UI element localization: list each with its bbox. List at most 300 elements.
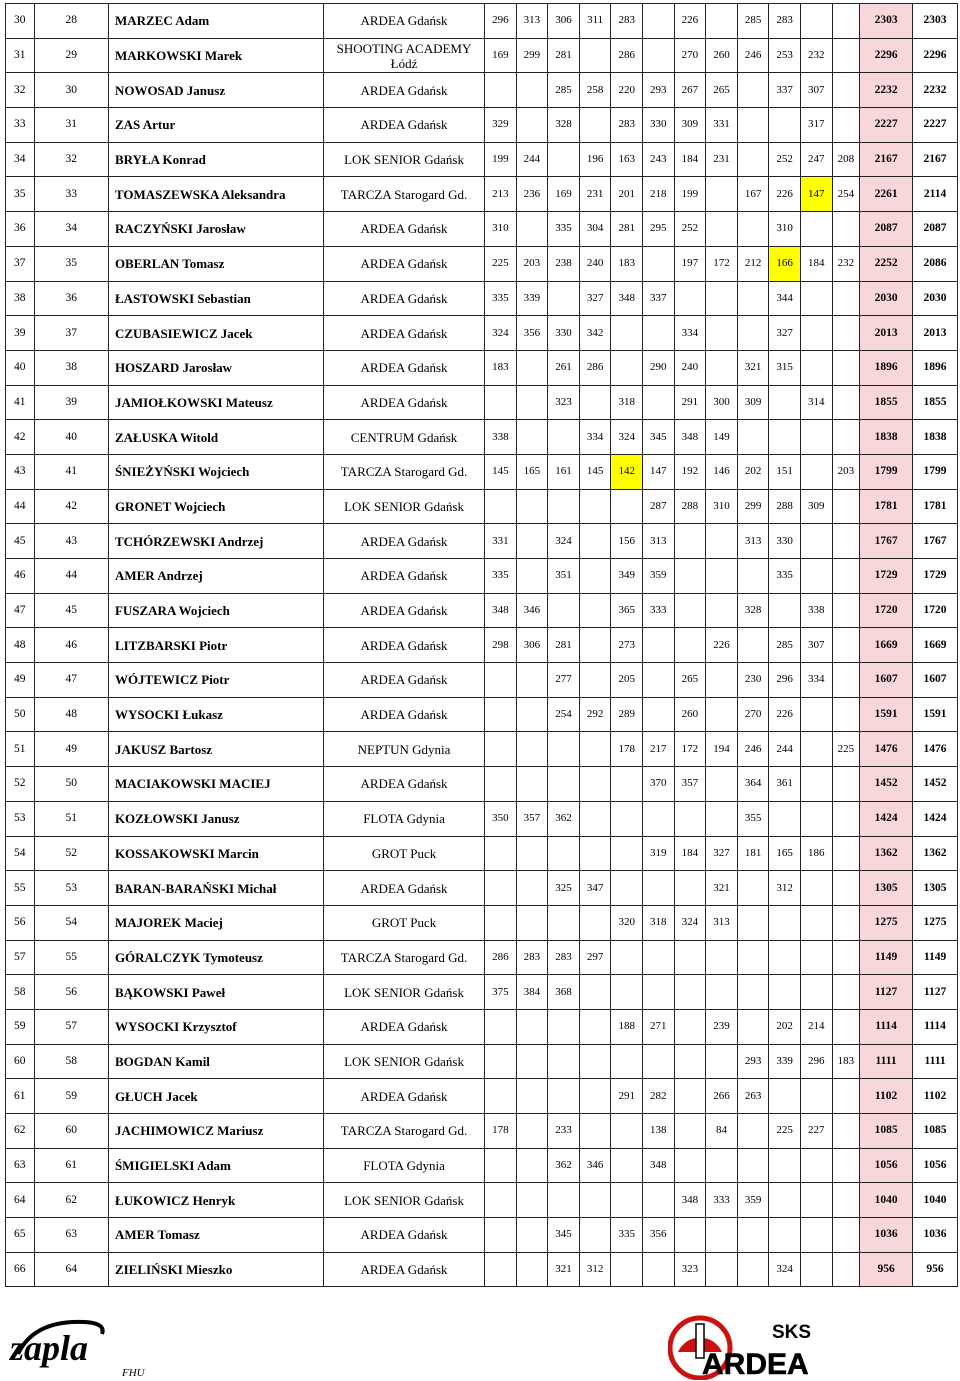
score-cell [485,732,517,767]
score-cell: 350 [485,801,517,836]
final-cell: 1424 [913,801,958,836]
score-cell [548,1009,580,1044]
table-row [6,350,958,385]
score-cell [643,1252,675,1287]
score-cell [485,697,517,732]
score-cell: 253 [769,38,801,73]
number-cell: 60 [34,1114,108,1149]
club-name: ARDEA Gdańsk [324,385,485,420]
table-row [6,836,958,871]
score-cell: 285 [737,4,769,39]
score-cell: 357 [516,801,548,836]
club-name: SHOOTING ACADEMY Łódź [324,38,485,73]
score-cell [737,905,769,940]
score-cell: 145 [579,454,611,489]
score-cell: 84 [706,1114,738,1149]
score-cell: 286 [485,940,517,975]
club-name: NEPTUN Gdynia [324,732,485,767]
score-cell: 244 [769,732,801,767]
score-cell: 184 [674,836,706,871]
score-cell [706,316,738,351]
score-cell [737,212,769,247]
total-cell: 1149 [860,940,913,975]
score-cell [800,975,832,1010]
table-row [6,697,958,732]
score-cell [706,697,738,732]
score-cell [579,1114,611,1149]
score-cell: 312 [769,871,801,906]
table-row [6,559,958,594]
score-cell [737,1218,769,1253]
score-cell [737,108,769,143]
score-cell: 348 [674,420,706,455]
score-cell: 359 [737,1183,769,1218]
table-row [6,524,958,559]
competitor-name: WYSOCKI Krzysztof [108,1009,323,1044]
score-cell [548,281,580,316]
score-cell [832,697,860,732]
score-cell: 292 [579,697,611,732]
score-cell [832,1009,860,1044]
score-cell: 307 [800,73,832,108]
score-cell [832,663,860,698]
place-cell: 56 [6,905,35,940]
club-name: ARDEA Gdańsk [324,350,485,385]
score-cell [832,420,860,455]
score-cell: 286 [611,38,643,73]
club-name: FLOTA Gdynia [324,1148,485,1183]
final-cell: 1607 [913,663,958,698]
score-cell [579,732,611,767]
total-cell: 1607 [860,663,913,698]
score-cell [769,1218,801,1253]
score-cell: 307 [800,628,832,663]
club-name: LOK SENIOR Gdańsk [324,489,485,524]
score-cell: 231 [579,177,611,212]
score-cell [706,281,738,316]
score-cell: 192 [674,454,706,489]
score-cell [800,732,832,767]
final-cell: 2086 [913,246,958,281]
score-cell [832,1252,860,1287]
number-cell: 64 [34,1252,108,1287]
number-cell: 53 [34,871,108,906]
score-cell: 281 [548,628,580,663]
score-cell [706,177,738,212]
score-cell: 273 [611,628,643,663]
score-cell: 329 [485,108,517,143]
score-cell: 328 [737,593,769,628]
score-cell [800,1148,832,1183]
table-row [6,905,958,940]
score-cell: 333 [643,593,675,628]
score-cell: 331 [706,108,738,143]
zapla-logo-text: zapla [10,1328,89,1368]
score-cell: 151 [769,454,801,489]
score-cell [769,1148,801,1183]
score-cell [579,108,611,143]
score-cell [643,1044,675,1079]
score-cell [611,940,643,975]
score-cell [611,489,643,524]
score-cell [737,1148,769,1183]
score-cell [548,1044,580,1079]
score-cell [737,1009,769,1044]
score-cell [706,1044,738,1079]
score-cell [516,350,548,385]
score-cell: 208 [832,142,860,177]
score-cell: 345 [643,420,675,455]
score-cell [737,940,769,975]
score-cell: 310 [769,212,801,247]
competitor-name: WYSOCKI Łukasz [108,697,323,732]
score-cell [832,940,860,975]
score-cell: 314 [800,385,832,420]
total-cell: 1111 [860,1044,913,1079]
score-cell [769,940,801,975]
place-cell: 43 [6,454,35,489]
score-cell: 323 [674,1252,706,1287]
score-cell: 285 [548,73,580,108]
score-cell: 240 [579,246,611,281]
score-cell: 184 [800,246,832,281]
score-cell [643,4,675,39]
total-cell: 1036 [860,1218,913,1253]
score-cell: 310 [485,212,517,247]
score-cell: 299 [737,489,769,524]
total-cell: 2167 [860,142,913,177]
score-cell [737,1114,769,1149]
score-cell: 297 [579,940,611,975]
score-cell [832,559,860,594]
score-cell: 169 [548,177,580,212]
total-cell: 1767 [860,524,913,559]
total-cell: 1729 [860,559,913,594]
competitor-name: GŁUCH Jacek [108,1079,323,1114]
competitor-name: MAJOREK Maciej [108,905,323,940]
score-cell [516,767,548,802]
score-cell: 337 [643,281,675,316]
club-name: TARCZA Starogard Gd. [324,177,485,212]
score-cell: 286 [579,350,611,385]
score-cell: 359 [643,559,675,594]
final-cell: 1040 [913,1183,958,1218]
score-cell [611,1183,643,1218]
score-cell [737,628,769,663]
score-cell: 345 [548,1218,580,1253]
score-cell [769,1183,801,1218]
total-cell: 1424 [860,801,913,836]
score-cell [516,489,548,524]
total-cell: 1896 [860,350,913,385]
score-cell [643,1183,675,1218]
score-cell: 226 [706,628,738,663]
table-row [6,420,958,455]
score-cell: 205 [611,663,643,698]
score-cell: 260 [706,38,738,73]
final-cell: 1452 [913,767,958,802]
competitor-name: MACIAKOWSKI MACIEJ [108,767,323,802]
competitor-name: TOMASZEWSKA Aleksandra [108,177,323,212]
score-cell: 370 [643,767,675,802]
number-cell: 46 [34,628,108,663]
table-row [6,73,958,108]
total-cell: 1127 [860,975,913,1010]
place-cell: 49 [6,663,35,698]
total-cell: 1591 [860,697,913,732]
score-cell [832,524,860,559]
score-cell: 199 [674,177,706,212]
club-name: ARDEA Gdańsk [324,767,485,802]
score-cell: 277 [548,663,580,698]
place-cell: 47 [6,593,35,628]
number-cell: 59 [34,1079,108,1114]
score-cell [548,905,580,940]
score-cell [485,1218,517,1253]
total-cell: 1275 [860,905,913,940]
score-cell [800,1218,832,1253]
score-cell [516,420,548,455]
competitor-name: TCHÓRZEWSKI Andrzej [108,524,323,559]
number-cell: 29 [34,38,108,73]
score-cell [800,767,832,802]
total-cell: 1838 [860,420,913,455]
place-cell: 35 [6,177,35,212]
table-row [6,1044,958,1079]
score-cell: 201 [611,177,643,212]
total-cell: 1102 [860,1079,913,1114]
place-cell: 61 [6,1079,35,1114]
score-cell [643,246,675,281]
table-row [6,489,958,524]
score-cell [832,801,860,836]
score-cell: 362 [548,1148,580,1183]
competitor-name: ZAS Artur [108,108,323,143]
score-cell [516,1148,548,1183]
total-cell: 2296 [860,38,913,73]
final-cell: 1855 [913,385,958,420]
score-cell: 306 [516,628,548,663]
score-cell: 318 [611,385,643,420]
score-cell: 244 [516,142,548,177]
score-cell [643,663,675,698]
score-cell: 183 [485,350,517,385]
score-cell: 196 [579,142,611,177]
score-cell [800,697,832,732]
score-cell: 147 [800,177,832,212]
score-cell: 183 [611,246,643,281]
score-cell: 172 [674,732,706,767]
score-cell: 283 [611,108,643,143]
score-cell: 356 [643,1218,675,1253]
number-cell: 57 [34,1009,108,1044]
table-row [6,628,958,663]
score-cell [548,1079,580,1114]
score-cell [548,836,580,871]
score-cell [516,663,548,698]
final-cell: 1036 [913,1218,958,1253]
table-row [6,1148,958,1183]
total-cell: 2013 [860,316,913,351]
score-cell: 338 [485,420,517,455]
score-cell: 163 [611,142,643,177]
score-cell: 178 [485,1114,517,1149]
score-cell [832,905,860,940]
score-cell [643,385,675,420]
score-cell [516,1114,548,1149]
score-cell: 339 [516,281,548,316]
score-cell [706,593,738,628]
club-name: ARDEA Gdańsk [324,246,485,281]
score-cell [737,975,769,1010]
place-cell: 46 [6,559,35,594]
score-cell: 330 [769,524,801,559]
total-cell: 2252 [860,246,913,281]
score-cell [706,1148,738,1183]
zapla-logo [6,1314,156,1380]
score-cell [485,1079,517,1114]
score-cell: 240 [674,350,706,385]
final-cell: 2013 [913,316,958,351]
score-cell [611,801,643,836]
score-cell: 346 [516,593,548,628]
number-cell: 50 [34,767,108,802]
score-cell [643,940,675,975]
score-cell [832,73,860,108]
score-cell: 283 [611,4,643,39]
score-cell [485,871,517,906]
score-cell: 348 [643,1148,675,1183]
table-row [6,1114,958,1149]
competitor-name: BOGDAN Kamil [108,1044,323,1079]
club-name: LOK SENIOR Gdańsk [324,975,485,1010]
club-name: ARDEA Gdańsk [324,524,485,559]
score-cell [516,871,548,906]
score-cell: 368 [548,975,580,1010]
number-cell: 54 [34,905,108,940]
score-cell [800,1183,832,1218]
score-cell: 312 [579,1252,611,1287]
total-cell: 1056 [860,1148,913,1183]
score-cell [832,489,860,524]
place-cell: 31 [6,38,35,73]
score-cell [611,1252,643,1287]
table-row [6,454,958,489]
score-cell [706,1252,738,1287]
place-cell: 39 [6,316,35,351]
score-cell [611,1148,643,1183]
score-cell: 270 [674,38,706,73]
ardea-logo [668,1310,820,1380]
score-cell: 291 [674,385,706,420]
number-cell: 37 [34,316,108,351]
final-cell: 1362 [913,836,958,871]
score-cell [611,1114,643,1149]
total-cell: 2030 [860,281,913,316]
score-cell [579,975,611,1010]
score-cell [579,385,611,420]
competitor-name: AMER Tomasz [108,1218,323,1253]
table-row [6,1009,958,1044]
place-cell: 59 [6,1009,35,1044]
competitor-name: KOSSAKOWSKI Marcin [108,836,323,871]
score-cell: 246 [737,732,769,767]
score-cell: 288 [769,489,801,524]
score-cell [800,281,832,316]
score-cell: 348 [485,593,517,628]
club-name: TARCZA Starogard Gd. [324,1114,485,1149]
total-cell: 1085 [860,1114,913,1149]
score-cell: 254 [548,697,580,732]
score-cell [769,905,801,940]
score-cell [832,593,860,628]
score-cell: 282 [643,1079,675,1114]
place-cell: 34 [6,142,35,177]
ranking-rows [6,4,958,1287]
club-name: TARCZA Starogard Gd. [324,940,485,975]
score-cell: 296 [800,1044,832,1079]
score-cell [800,212,832,247]
number-cell: 62 [34,1183,108,1218]
club-name: TARCZA Starogard Gd. [324,454,485,489]
score-cell: 324 [485,316,517,351]
score-cell: 212 [737,246,769,281]
score-cell: 236 [516,177,548,212]
score-cell [516,905,548,940]
club-name: LOK SENIOR Gdańsk [324,1183,485,1218]
score-cell [832,1079,860,1114]
score-cell: 178 [611,732,643,767]
final-cell: 1799 [913,454,958,489]
competitor-name: KOZŁOWSKI Janusz [108,801,323,836]
place-cell: 40 [6,350,35,385]
score-cell [548,1183,580,1218]
club-name: ARDEA Gdańsk [324,559,485,594]
score-cell: 283 [548,940,580,975]
score-cell [800,316,832,351]
score-cell [579,1218,611,1253]
competitor-name: ŁASTOWSKI Sebastian [108,281,323,316]
score-cell: 298 [485,628,517,663]
number-cell: 39 [34,385,108,420]
place-cell: 60 [6,1044,35,1079]
score-cell: 214 [800,1009,832,1044]
score-cell: 202 [769,1009,801,1044]
score-cell: 147 [643,454,675,489]
competitor-name: BĄKOWSKI Paweł [108,975,323,1010]
place-cell: 45 [6,524,35,559]
score-cell: 254 [832,177,860,212]
score-cell [611,316,643,351]
score-cell [769,1079,801,1114]
score-cell [643,697,675,732]
score-cell [485,663,517,698]
score-cell [737,871,769,906]
score-cell: 218 [643,177,675,212]
score-cell: 311 [579,4,611,39]
score-cell [737,316,769,351]
score-cell [579,489,611,524]
score-cell [485,1148,517,1183]
ardea-logo-text: ARDEA [702,1348,809,1380]
place-cell: 55 [6,871,35,906]
score-cell [643,316,675,351]
score-cell: 243 [643,142,675,177]
competitor-name: GRONET Wojciech [108,489,323,524]
score-cell: 327 [579,281,611,316]
footer-logos [0,1300,960,1381]
score-cell: 194 [706,732,738,767]
